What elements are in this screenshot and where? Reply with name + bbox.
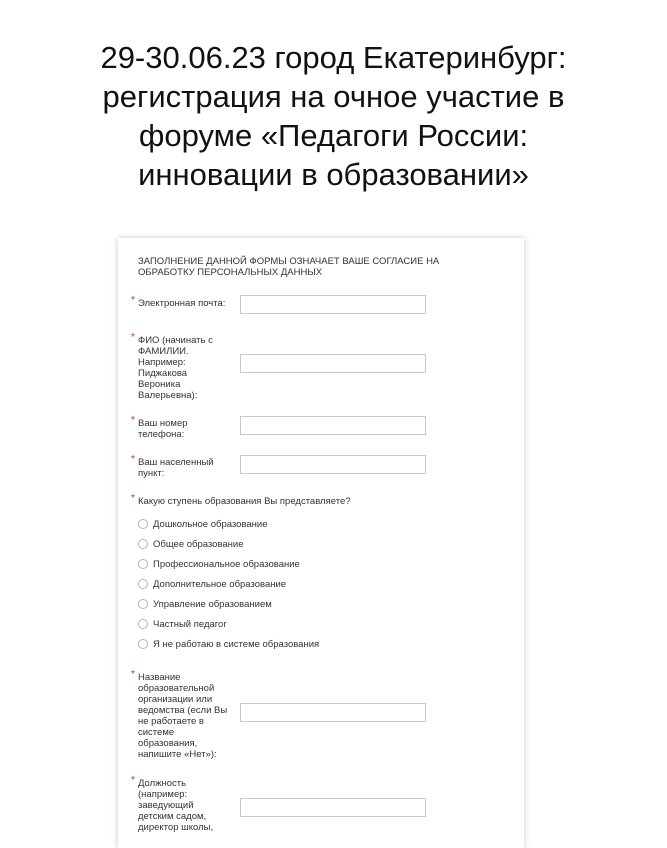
- position-input[interactable]: [240, 798, 426, 817]
- radio-circle-icon[interactable]: [138, 579, 148, 589]
- required-mark: *: [131, 332, 135, 343]
- title-line: форуме «Педагоги России:: [138, 118, 529, 153]
- phone-label: * Ваш номер телефона:: [131, 415, 188, 440]
- education-question-label: * Какую ступень образования Вы представляете?: [131, 493, 351, 507]
- radio-additional[interactable]: Дополнительное образование: [138, 578, 286, 590]
- radio-private-teacher[interactable]: Частный педагог: [138, 618, 227, 630]
- required-mark: *: [131, 775, 135, 786]
- radio-circle-icon[interactable]: [138, 599, 148, 609]
- title-line: 29-30.06.23 город Екатеринбург:: [100, 40, 567, 75]
- radio-not-in-education[interactable]: Я не работаю в системе образования: [138, 638, 319, 650]
- email-input[interactable]: [240, 295, 426, 314]
- required-mark: *: [131, 415, 135, 426]
- page-title: [30, 38, 637, 194]
- radio-preschool[interactable]: Дошкольное образование: [138, 518, 268, 530]
- registration-form: [118, 238, 524, 848]
- fio-input[interactable]: [240, 354, 426, 373]
- required-mark: *: [131, 454, 135, 465]
- radio-management[interactable]: Управление образованием: [138, 598, 272, 610]
- organization-input[interactable]: [240, 703, 426, 722]
- required-mark: *: [131, 669, 135, 680]
- radio-circle-icon[interactable]: [138, 519, 148, 529]
- title-line: регистрация на очное участие в: [102, 79, 565, 114]
- phone-input[interactable]: [240, 416, 426, 435]
- radio-general[interactable]: Общее образование: [138, 538, 244, 550]
- radio-circle-icon[interactable]: [138, 559, 148, 569]
- consent-notice: ЗАПОЛНЕНИЕ ДАННОЙ ФОРМЫ ОЗНАЧАЕТ ВАШЕ СОГЛАСИЕ НА ОБРАБОТКУ ПЕРСОНАЛЬНЫХ ДАННЫХ: [138, 256, 440, 278]
- radio-circle-icon[interactable]: [138, 539, 148, 549]
- required-mark: *: [131, 295, 135, 306]
- required-mark: *: [131, 493, 135, 504]
- email-label: * Электронная почта:: [131, 295, 226, 309]
- city-label: * Ваш населенный пункт:: [131, 454, 214, 479]
- position-label: * Должность (например: заведующий детским садом, директор школы,: [131, 775, 214, 833]
- title-line: инновации в образовании»: [138, 157, 529, 192]
- city-input[interactable]: [240, 455, 426, 474]
- radio-professional[interactable]: Профессиональное образование: [138, 558, 300, 570]
- radio-circle-icon[interactable]: [138, 639, 148, 649]
- organization-label: * Название образовательной организации или ведомства (если Вы не работаете в системе образования, напишите «Нет»):: [131, 669, 228, 760]
- radio-circle-icon[interactable]: [138, 619, 148, 629]
- fio-label: * ФИО (начинать с ФАМИЛИИ. Например: Пиджакова Вероника Валерьевна):: [131, 332, 213, 401]
